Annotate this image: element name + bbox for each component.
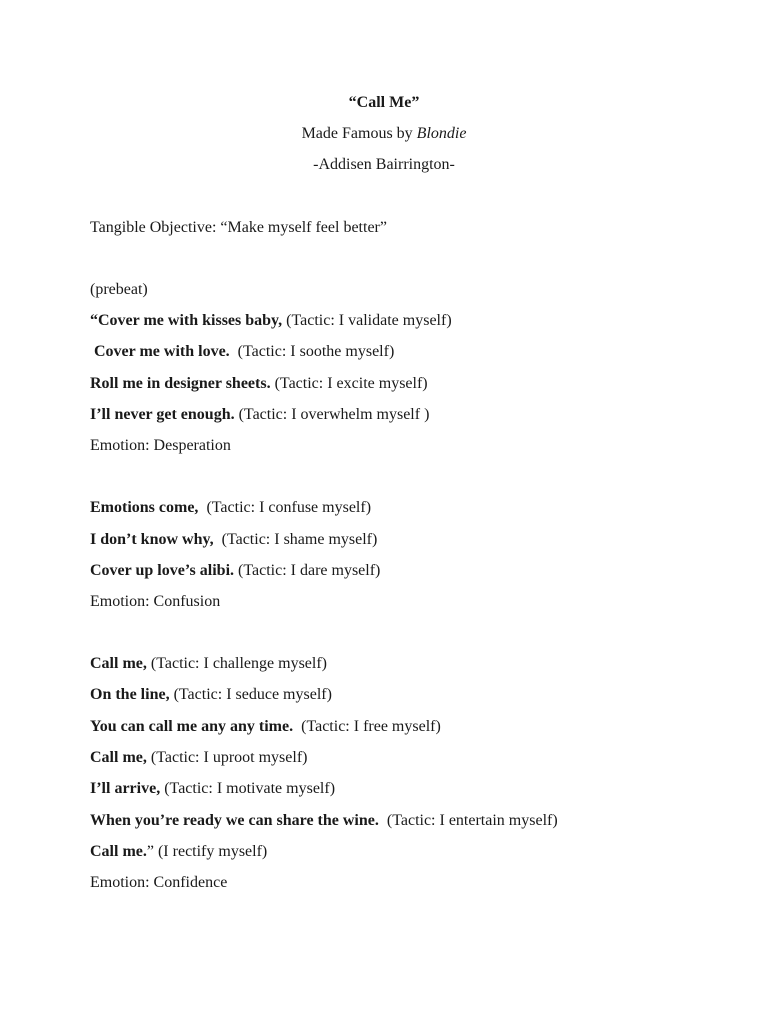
tangible-objective bbox=[90, 219, 387, 237]
lyric-line bbox=[90, 375, 428, 393]
author-name: -Addisen Bairrington- bbox=[313, 156, 455, 173]
emotion-line bbox=[90, 437, 231, 455]
lyric-line bbox=[90, 686, 332, 704]
lyric-text: Emotions come, bbox=[90, 499, 199, 516]
tactic-text: (Tactic: I excite myself) bbox=[270, 375, 428, 392]
lyric-text: Call me, bbox=[90, 749, 147, 766]
lyric-text: You can call me any any time. bbox=[90, 718, 294, 735]
lyric-text: Call me, bbox=[90, 655, 147, 672]
lyric-line bbox=[90, 718, 441, 736]
lyric-text: Call me. bbox=[90, 843, 147, 860]
lyric-line bbox=[90, 531, 377, 549]
author-line bbox=[0, 156, 768, 174]
lyric-line bbox=[90, 343, 394, 361]
lyric-line bbox=[90, 749, 307, 767]
subtitle-prefix: Made Famous by bbox=[301, 125, 417, 142]
emotion-line bbox=[90, 874, 227, 892]
prebeat-text: (prebeat) bbox=[90, 281, 148, 298]
lyric-text: On the line, bbox=[90, 686, 170, 703]
tactic-text: (Tactic: I confuse myself) bbox=[198, 499, 372, 516]
objective-text: Tangible Objective: “Make myself feel better” bbox=[90, 219, 387, 236]
tactic-text: (Tactic: I entertain myself) bbox=[378, 812, 558, 829]
lyric-text: Cover up love’s alibi. bbox=[90, 562, 235, 579]
lyric-text: I’ll never get enough. bbox=[90, 406, 235, 423]
tactic-text: (Tactic: I soothe myself) bbox=[229, 343, 395, 360]
lyric-line bbox=[90, 780, 335, 798]
emotion-text: Emotion: Confidence bbox=[90, 874, 228, 891]
song-title-text: “Call Me” bbox=[348, 94, 420, 111]
tactic-text: (Tactic: I motivate myself) bbox=[160, 780, 336, 797]
lyric-line bbox=[90, 562, 380, 580]
prebeat-label bbox=[90, 281, 148, 299]
lyric-line bbox=[90, 312, 452, 330]
lyric-text: Cover me with love. bbox=[90, 343, 230, 360]
lyric-line bbox=[90, 406, 429, 424]
tactic-text: (Tactic: I validate myself) bbox=[282, 312, 452, 329]
tactic-text: (Tactic: I seduce myself) bbox=[169, 686, 332, 703]
lyric-line bbox=[90, 499, 371, 517]
tactic-text: (Tactic: I overwhelm myself ) bbox=[234, 406, 430, 423]
lyric-line bbox=[90, 655, 327, 673]
tactic-text: (Tactic: I dare myself) bbox=[234, 562, 381, 579]
lyric-line bbox=[90, 843, 267, 861]
lyric-text: When you’re ready we can share the wine. bbox=[90, 812, 379, 829]
subtitle-artist: Blondie bbox=[416, 125, 467, 142]
emotion-line bbox=[90, 593, 220, 611]
lyric-line bbox=[90, 812, 558, 830]
song-subtitle bbox=[0, 125, 768, 143]
emotion-text: Emotion: Confusion bbox=[90, 593, 221, 610]
tactic-text: (Tactic: I uproot myself) bbox=[146, 749, 308, 766]
emotion-text: Emotion: Desperation bbox=[90, 437, 231, 454]
tactic-text: (Tactic: I shame myself) bbox=[213, 531, 378, 548]
lyric-text: I’ll arrive, bbox=[90, 780, 161, 797]
song-title bbox=[0, 94, 768, 112]
lyric-text: “Cover me with kisses baby, bbox=[90, 312, 283, 329]
tactic-text: (Tactic: I challenge myself) bbox=[146, 655, 327, 672]
tactic-text: ” (I rectify myself) bbox=[146, 843, 268, 860]
lyric-text: I don’t know why, bbox=[90, 531, 214, 548]
lyric-text: Roll me in designer sheets. bbox=[90, 375, 271, 392]
tactic-text: (Tactic: I free myself) bbox=[293, 718, 441, 735]
